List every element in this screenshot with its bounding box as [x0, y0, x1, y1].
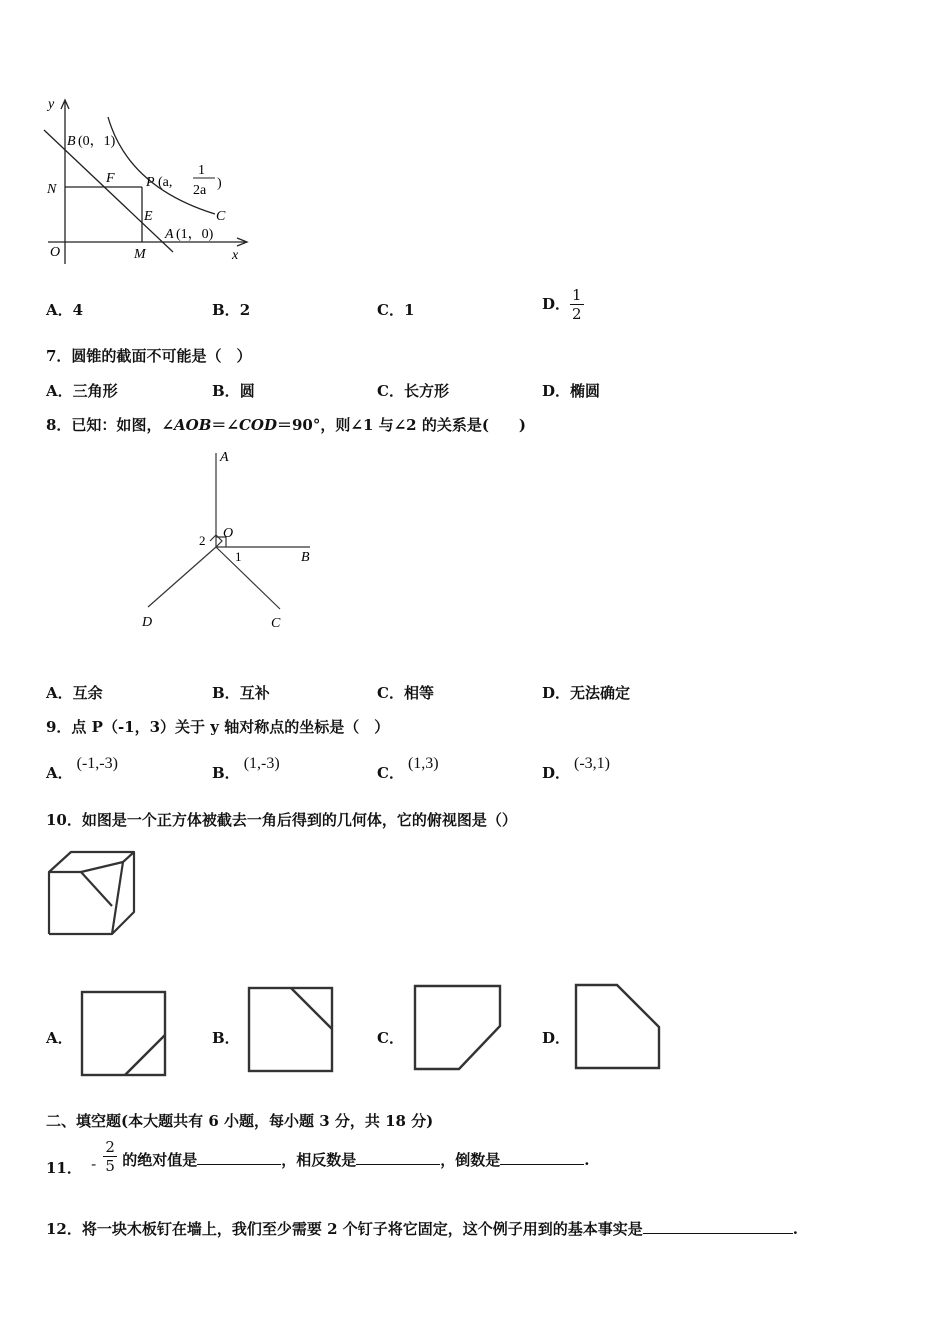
fraction — [570, 286, 584, 323]
option-text: 椭圆 — [570, 382, 601, 400]
q7-option-a[interactable] — [46, 380, 118, 401]
option-letter: D． — [542, 294, 571, 313]
option-letter: A． — [46, 684, 73, 702]
option-text: (-1,-3) — [76, 755, 118, 772]
q9-option-c[interactable] — [377, 755, 439, 783]
option-letter: D． — [542, 764, 571, 782]
q11-number: 11． — [46, 1158, 82, 1177]
q8-option-c[interactable] — [377, 682, 434, 703]
answer-blank-reciprocal[interactable] — [500, 1150, 584, 1165]
pentagon-outline — [415, 986, 500, 1069]
label-p-den: 2a — [193, 183, 207, 198]
label-m: M — [134, 247, 146, 262]
option-text: 相等 — [403, 684, 434, 702]
cube-edge-back — [123, 852, 134, 862]
q11-question — [46, 1138, 589, 1178]
q8-prefix: 8．已知：如图，∠ — [46, 416, 175, 434]
q10-option-d-figure[interactable] — [573, 982, 665, 1072]
option-letter: A． — [46, 764, 73, 782]
q9-option-a[interactable] — [46, 755, 118, 783]
label-o: O — [50, 245, 61, 260]
q7-option-d[interactable] — [542, 380, 600, 401]
label-x: x — [232, 248, 239, 263]
label-o: O — [223, 526, 234, 541]
cube-cut-edge-inner — [81, 872, 112, 906]
label-e: E — [144, 209, 153, 224]
q10-option-a-figure[interactable] — [79, 989, 169, 1077]
q11-sign: - — [91, 1154, 97, 1173]
option-letter: C． — [377, 684, 404, 702]
q10-option-c[interactable] — [377, 1027, 404, 1048]
label-angle-1: 1 — [235, 549, 242, 564]
label-c: C — [271, 616, 281, 631]
q6-option-b[interactable] — [212, 299, 250, 320]
option-text: 三角形 — [72, 382, 118, 400]
q8-angle-cod: COD — [238, 416, 277, 434]
square-outline — [249, 988, 332, 1071]
q10-option-a[interactable] — [46, 1027, 73, 1048]
section-heading: 二、填空题(本大题共有 6 小题，每小题 3 分，共 18 分) — [46, 1112, 434, 1130]
label-p-a: (a, — [158, 175, 173, 190]
label-angle-2: 2 — [199, 533, 206, 548]
option-text: (1,3) — [407, 755, 439, 772]
label-p: P — [146, 175, 155, 190]
q10-cube-figure — [45, 848, 140, 940]
q6-option-c[interactable] — [377, 299, 414, 320]
q9-question: 9．点 P（-1，3）关于 y 轴对称点的坐标是（ ） — [46, 718, 390, 736]
option-letter: B． — [212, 382, 240, 400]
option-text: (-3,1) — [574, 755, 610, 772]
q8-question — [46, 414, 526, 435]
q8-option-b[interactable] — [212, 682, 270, 703]
q10-question: 10．如图是一个正方体被截去一角后得到的几何体，它的俯视图是（） — [46, 811, 517, 829]
q6-option-a[interactable] — [46, 299, 83, 320]
q10-option-b[interactable] — [212, 1027, 240, 1048]
q6-option-d[interactable] — [542, 286, 584, 323]
q11-end: . — [584, 1150, 590, 1169]
label-d: D — [142, 615, 153, 630]
q12-question — [46, 1218, 798, 1239]
q9-option-d[interactable] — [542, 755, 610, 783]
fraction-denominator: 5 — [105, 1157, 115, 1175]
q11-part2: ，相反数是 — [281, 1150, 357, 1169]
label-b: B — [67, 134, 76, 149]
answer-blank-opposite[interactable] — [356, 1150, 440, 1165]
q12-text: 12．将一块木板钉在墙上，我们至少需要 2 个钉子将它固定，这个例子用到的基本事实是 — [46, 1220, 643, 1238]
option-letter: B． — [212, 764, 240, 782]
option-text: 2 — [239, 301, 251, 319]
answer-blank-absolute-value[interactable] — [197, 1150, 281, 1165]
option-letter: D． — [542, 382, 571, 400]
q12-end: . — [792, 1220, 798, 1238]
fraction-numerator: 1 — [572, 286, 582, 304]
square-outline — [82, 992, 165, 1075]
option-text: 4 — [72, 301, 84, 319]
option-text: 互补 — [239, 684, 270, 702]
answer-blank-basic-fact[interactable] — [643, 1219, 793, 1234]
label-a: A — [220, 450, 229, 465]
label-f: F — [106, 171, 115, 186]
q6-graph — [40, 92, 260, 272]
label-a: A — [165, 227, 174, 242]
q11-part1: 的绝对值是 — [122, 1150, 198, 1169]
option-letter: D． — [542, 684, 571, 702]
option-letter: B． — [212, 301, 240, 319]
ray-oc — [216, 547, 280, 609]
option-letter: C． — [377, 382, 404, 400]
cube-outline — [49, 852, 134, 934]
q7-question: 7．圆锥的截面不可能是（ ） — [46, 347, 252, 365]
q10-option-c-figure[interactable] — [412, 983, 504, 1073]
fraction-denominator: 2 — [572, 305, 582, 323]
option-text: 无法确定 — [570, 684, 631, 702]
q8-option-d[interactable] — [542, 682, 630, 703]
ray-od — [148, 547, 216, 607]
option-text: 圆 — [239, 382, 255, 400]
option-letter: C． — [377, 1029, 404, 1047]
label-c: C — [216, 209, 226, 224]
option-letter: C． — [377, 301, 404, 319]
label-n: N — [47, 182, 57, 197]
label-p-num: 1 — [198, 163, 205, 178]
q8-suffix: ＝90°，则∠1 与∠2 的关系是( ) — [277, 416, 527, 434]
label-b-coords: (0，1) — [78, 134, 116, 149]
option-letter: A． — [46, 1029, 73, 1047]
q7-option-c[interactable] — [377, 380, 449, 401]
option-letter: A． — [46, 301, 73, 319]
q8-eq: ＝∠ — [211, 416, 239, 434]
pentagon-outline — [576, 985, 659, 1068]
q11-part3: ，倒数是 — [440, 1150, 501, 1169]
option-text: 长方形 — [403, 382, 449, 400]
option-letter: D． — [542, 1029, 571, 1047]
q9-option-b[interactable] — [212, 755, 280, 783]
option-text: 1 — [403, 301, 415, 319]
diagonal-cut-line — [291, 988, 332, 1029]
q10-option-b-figure[interactable] — [246, 985, 336, 1073]
q8-angle-aob: AOB — [174, 416, 212, 434]
q10-option-d[interactable] — [542, 1027, 570, 1048]
option-text: 互余 — [72, 684, 103, 702]
q11-fraction — [103, 1138, 117, 1175]
label-p-close: ) — [217, 176, 222, 191]
label-b: B — [301, 550, 310, 565]
option-letter: C． — [377, 764, 404, 782]
label-a-coords: (1，0) — [176, 227, 214, 242]
fraction-numerator: 2 — [105, 1138, 115, 1156]
label-y: y — [48, 97, 55, 112]
option-text: (1,-3) — [243, 755, 280, 772]
option-letter: B． — [212, 1029, 240, 1047]
q8-figure — [130, 445, 330, 635]
option-letter: A． — [46, 382, 73, 400]
q7-option-b[interactable] — [212, 380, 255, 401]
cube-cut-edges — [81, 862, 123, 934]
option-letter: B． — [212, 684, 240, 702]
diagonal-cut-line — [125, 1035, 165, 1075]
q8-option-a[interactable] — [46, 682, 103, 703]
